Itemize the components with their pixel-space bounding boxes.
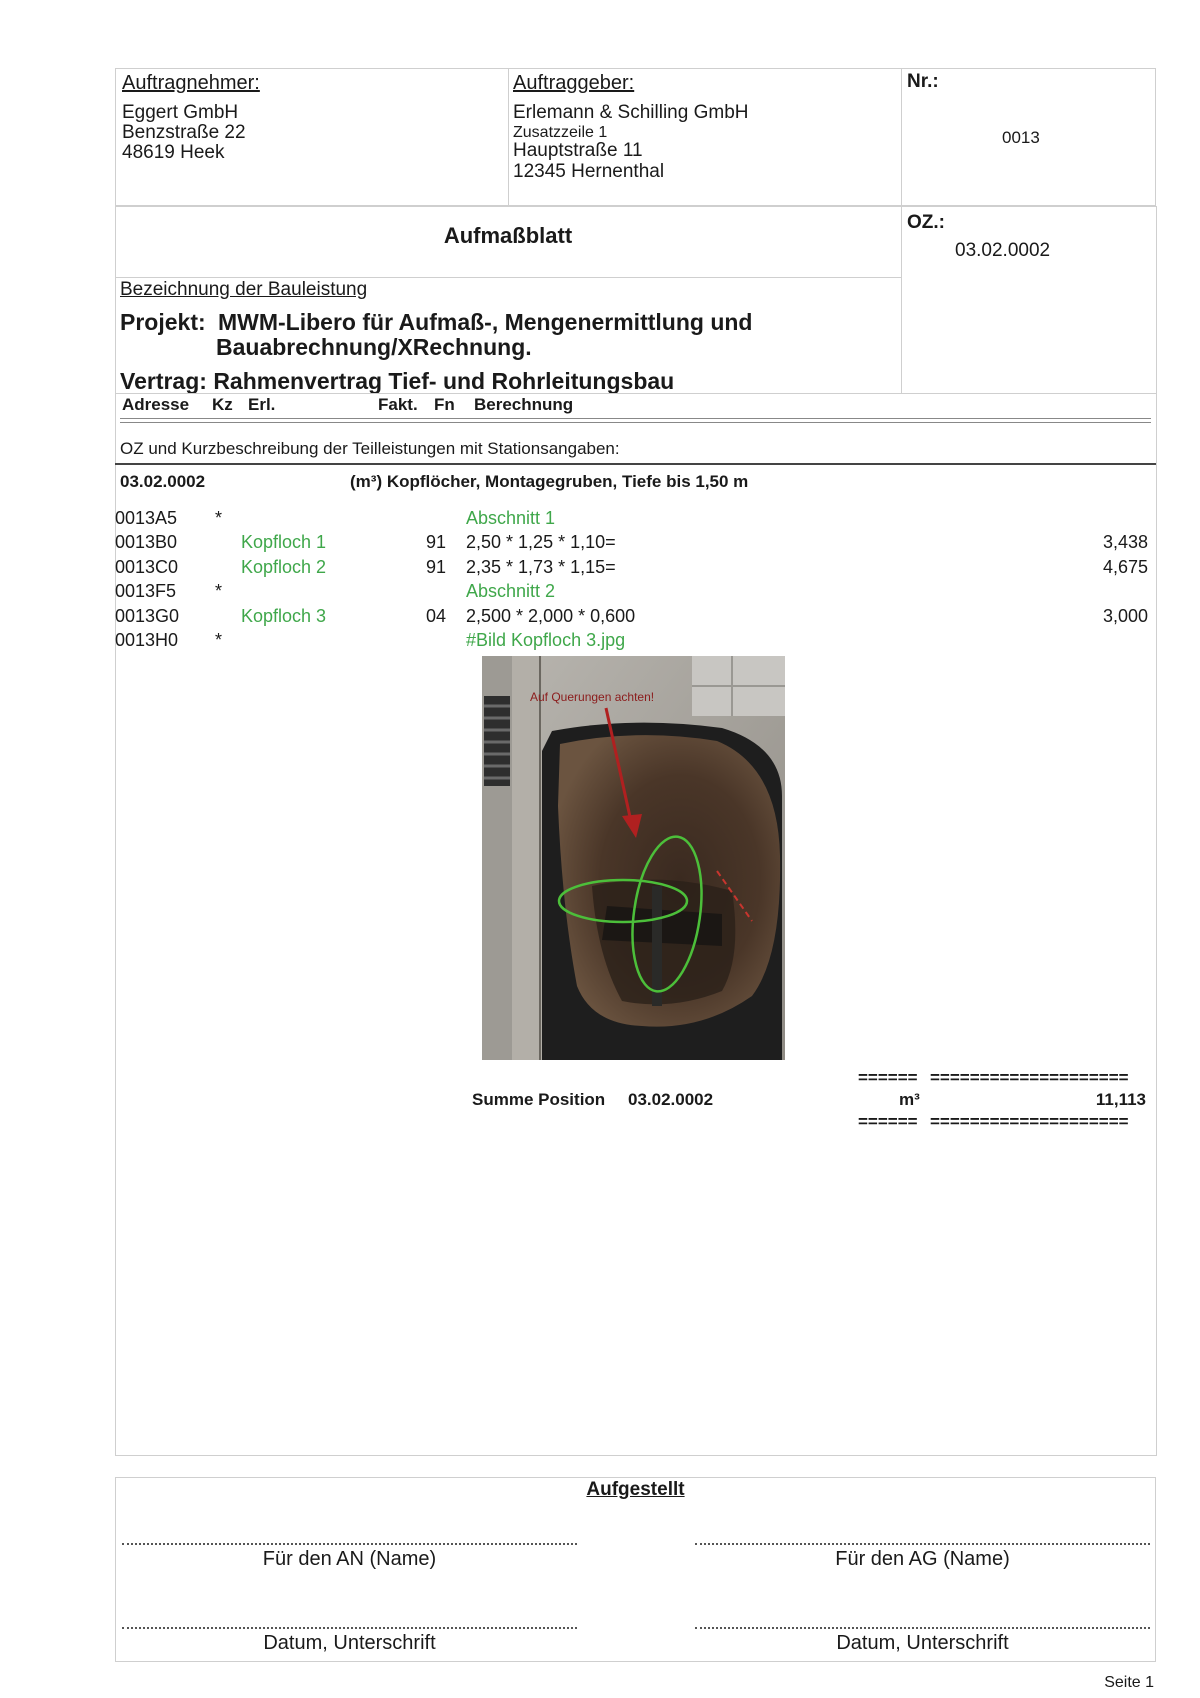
row-fn: 04 bbox=[425, 605, 446, 626]
row-berechnung: Abschnitt 1 bbox=[466, 508, 556, 528]
table-row bbox=[0, 530, 1200, 554]
photo-svg bbox=[482, 656, 785, 1060]
row-fn: 91 bbox=[425, 532, 446, 553]
table-row bbox=[0, 506, 1200, 530]
row-kz: * bbox=[215, 581, 223, 602]
page-title: Aufmaßblatt bbox=[443, 223, 573, 248]
an-name-label: Für den AN (Name) bbox=[262, 1548, 437, 1570]
vertrag-line: Vertrag: Rahmenvertrag Tief- und Rohrleitungsbau bbox=[120, 368, 675, 394]
position-top-line bbox=[115, 463, 1156, 465]
row-berechnung: 2,35 * 1,73 * 1,15= bbox=[466, 556, 616, 577]
row-erl: Kopfloch 2 bbox=[241, 556, 327, 577]
row-erl: Kopfloch 3 bbox=[241, 605, 327, 626]
row-adresse: 0013C0 bbox=[115, 556, 179, 577]
signature-title: Aufgestellt bbox=[586, 1479, 685, 1500]
client-label: Auftraggeber: bbox=[513, 72, 635, 94]
sum-label: Summe Position bbox=[472, 1090, 606, 1109]
projekt-line2: Bauabrechnung/XRechnung. bbox=[216, 334, 532, 360]
table-row bbox=[0, 579, 1200, 603]
ag-name-line bbox=[695, 1543, 1150, 1545]
col-kz: Kz bbox=[212, 395, 233, 414]
header-divider-2 bbox=[901, 68, 902, 394]
photo-annotation: Auf Querungen achten! bbox=[530, 690, 655, 704]
an-date-line bbox=[122, 1627, 577, 1629]
contractor-label: Auftragnehmer: bbox=[122, 72, 260, 94]
row-adresse: 0013A5 bbox=[115, 508, 178, 528]
ag-date-line bbox=[695, 1627, 1150, 1629]
row-kz: * bbox=[215, 508, 223, 528]
ag-date-label: Datum, Unterschrift bbox=[836, 1632, 1009, 1654]
contractor-name: Eggert GmbH bbox=[122, 102, 239, 123]
col-berechnung: Berechnung bbox=[474, 395, 574, 414]
excavation-photo bbox=[482, 656, 785, 1060]
row-berechnung: 2,50 * 1,25 * 1,10= bbox=[466, 532, 616, 553]
nr-label: Nr.: bbox=[907, 71, 939, 92]
projekt-line1: MWM-Libero für Aufmaß-, Mengenermittlung und bbox=[218, 309, 753, 335]
table-row bbox=[0, 555, 1200, 579]
row-berechnung: 2,500 * 2,000 * 0,600 bbox=[466, 605, 636, 626]
title-bottom-line bbox=[115, 277, 901, 278]
client-city: 12345 Hernenthal bbox=[513, 161, 665, 182]
client-name: Erlemann & Schilling GmbH bbox=[513, 102, 749, 123]
col-fakt: Fakt. bbox=[378, 395, 418, 414]
drain-grate bbox=[484, 696, 510, 786]
header-box bbox=[115, 68, 1156, 206]
title-top-line bbox=[115, 206, 1156, 207]
row-kz: * bbox=[215, 630, 223, 650]
table-row bbox=[0, 604, 1200, 628]
position-description: (m³) Kopflöcher, Montagegruben, Tiefe bis 1,50 m bbox=[350, 472, 749, 491]
right-border bbox=[1156, 206, 1157, 1455]
oz-intro: OZ und Kurzbeschreibung der Teilleistungen mit Stationsangaben: bbox=[120, 439, 620, 458]
sum-eq-long-bottom: ==================== bbox=[930, 1112, 1129, 1131]
sum-eq-short-top: ====== bbox=[858, 1068, 918, 1087]
row-adresse: 0013H0 bbox=[115, 630, 179, 650]
contractor-city: 48619 Heek bbox=[122, 142, 225, 163]
position-oz: 03.02.0002 bbox=[120, 472, 206, 491]
columns-double-line-1 bbox=[120, 418, 1151, 419]
sum-eq-short-bottom: ====== bbox=[858, 1112, 918, 1131]
bauleistung-label: Bezeichnung der Bauleistung bbox=[120, 279, 368, 300]
table-row bbox=[0, 628, 1200, 652]
an-date-label: Datum, Unterschrift bbox=[263, 1632, 436, 1654]
an-name-line bbox=[122, 1543, 577, 1545]
main-bottom-line bbox=[115, 1455, 1157, 1456]
row-adresse: 0013G0 bbox=[115, 605, 180, 626]
ag-name-label: Für den AG (Name) bbox=[835, 1548, 1010, 1570]
oz-value: 03.02.0002 bbox=[955, 240, 1051, 261]
col-erl: Erl. bbox=[248, 395, 276, 414]
row-berechnung: Abschnitt 2 bbox=[466, 581, 556, 602]
contractor-street: Benzstraße 22 bbox=[122, 122, 246, 143]
row-fn: 91 bbox=[425, 556, 446, 577]
col-fn: Fn bbox=[434, 395, 455, 414]
row-result: 4,675 bbox=[1102, 556, 1148, 577]
sum-eq-long-top: ==================== bbox=[930, 1068, 1129, 1087]
col-adresse: Adresse bbox=[122, 395, 190, 414]
page-number: Seite 1 bbox=[1104, 1674, 1154, 1691]
row-adresse: 0013F5 bbox=[115, 581, 177, 602]
row-adresse: 0013B0 bbox=[115, 532, 178, 553]
columns-top-line bbox=[115, 393, 1156, 394]
header-divider-1 bbox=[508, 68, 509, 206]
columns-double-line-2 bbox=[120, 422, 1151, 423]
row-result: 3,438 bbox=[1102, 532, 1148, 553]
sum-oz: 03.02.0002 bbox=[628, 1090, 714, 1109]
sum-unit: m³ bbox=[899, 1090, 920, 1109]
client-extra: Zusatzzeile 1 bbox=[513, 124, 608, 141]
sum-value: 11,113 bbox=[1095, 1090, 1146, 1109]
row-result: 3,000 bbox=[1102, 605, 1148, 626]
oz-label: OZ.: bbox=[907, 212, 945, 233]
row-berechnung: #Bild Kopfloch 3.jpg bbox=[466, 630, 626, 650]
nr-value: 0013 bbox=[1002, 128, 1040, 147]
client-street: Hauptstraße 11 bbox=[513, 140, 643, 161]
projekt-label: Projekt: bbox=[120, 309, 206, 335]
row-erl: Kopfloch 1 bbox=[241, 532, 327, 553]
